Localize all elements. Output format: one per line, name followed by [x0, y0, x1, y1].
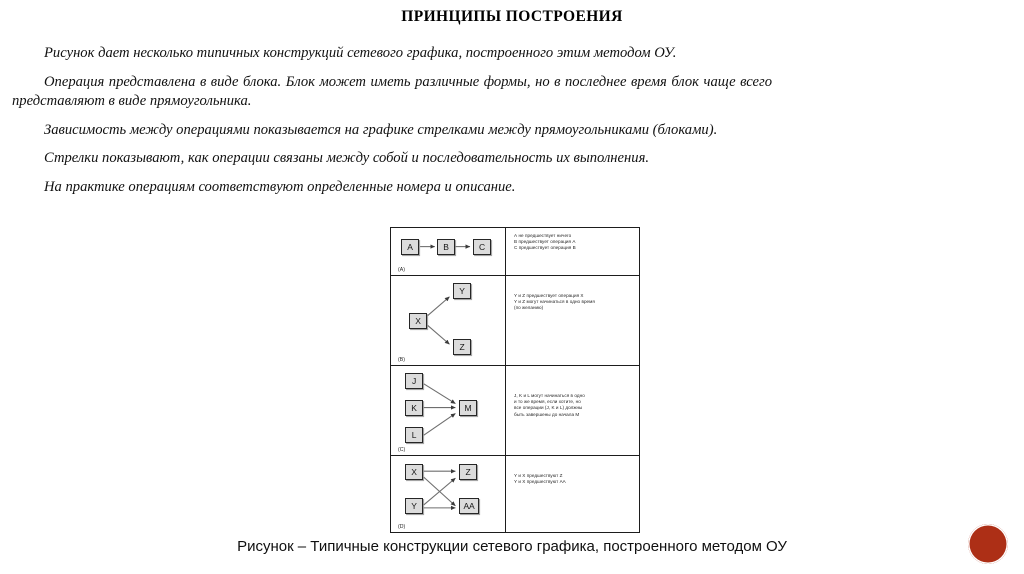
diagram-row-c-graph [391, 366, 506, 455]
note-b-3: (по желанию) [514, 305, 544, 311]
diagram-row-a [391, 228, 639, 276]
node-y: Y [453, 283, 471, 299]
note-a-2: В предшествует операция А [514, 239, 576, 245]
diagram-row-c [391, 366, 639, 456]
node-x: X [409, 313, 427, 329]
note-d-1: Y и X предшествуют Z [514, 473, 563, 478]
note-c-1: J, K и L могут начинаться в одно [514, 393, 585, 398]
diagram-row-a-label: (A) [398, 267, 405, 273]
node-aa: AA [459, 498, 479, 514]
paragraph-1: Рисунок дает несколько типичных конструкций сетевого графика, построенного этим методом ОУ. [44, 45, 677, 61]
diagram-row-d-graph [391, 456, 506, 532]
document-body [12, 44, 772, 197]
paragraph-2: Операция представлена в виде блока. Блок может иметь различные формы, но в последнее время блок чаще всего представляют в виде прямоугольника. [12, 73, 772, 109]
note-b-1: Y и Z предшествует операция X [514, 293, 584, 298]
node-y2: Y [405, 498, 423, 514]
node-k: K [405, 400, 423, 416]
note-c-3: все операции (J, K и L) должны [514, 405, 583, 411]
paragraph-5: На практике операциям соответствуют определенные номера и описание. [44, 178, 516, 195]
diagram-row-b-graph [391, 276, 506, 365]
note-a-1: А не предшествует ничего [514, 233, 572, 238]
paragraph-4: Стрелки показывают, как операции связаны между собой и последовательность их выполнения. [44, 150, 649, 166]
diagram-row-a-graph [391, 228, 506, 275]
diagram-row-c-notes [506, 366, 639, 455]
diagram-row-c-label: (C) [398, 447, 406, 453]
diagram-row-b [391, 276, 639, 366]
network-diagram-figure [390, 227, 640, 533]
note-a-3: С предшествует операция В [514, 245, 576, 251]
page-badge-icon [968, 524, 1008, 564]
note-d-2: Y и X предшествуют AA [514, 479, 566, 485]
diagram-row-d-label: (D) [398, 524, 406, 530]
diagram-row-d [391, 456, 639, 532]
page-title: ПРИНЦИПЫ ПОСТРОЕНИЯ [401, 8, 623, 25]
diagram-row-d-notes [506, 456, 639, 532]
diagram-row-a-notes [506, 228, 639, 275]
node-c: C [473, 239, 491, 255]
node-z2: Z [459, 464, 477, 480]
note-b-2: Y и Z могут начинаться в одно время [514, 299, 595, 305]
node-l: L [405, 427, 423, 443]
note-c-2: и то же время, если хотите, но [514, 399, 581, 405]
node-a: A [401, 239, 419, 255]
node-m: M [459, 400, 477, 416]
node-z: Z [453, 339, 471, 355]
node-j: J [405, 373, 423, 389]
node-b: B [437, 239, 455, 255]
diagram-row-b-notes [506, 276, 639, 365]
figure-caption: Рисунок – Типичные конструкции сетевого графика, построенного методом ОУ [237, 538, 787, 555]
diagram-row-b-label: (B) [398, 357, 405, 363]
node-x2: X [405, 464, 423, 480]
note-c-4: быть завершены до начала M [514, 411, 580, 417]
paragraph-3: Зависимость между операциями показывается на графике стрелками между прямоугольниками (блоками). [44, 121, 718, 138]
